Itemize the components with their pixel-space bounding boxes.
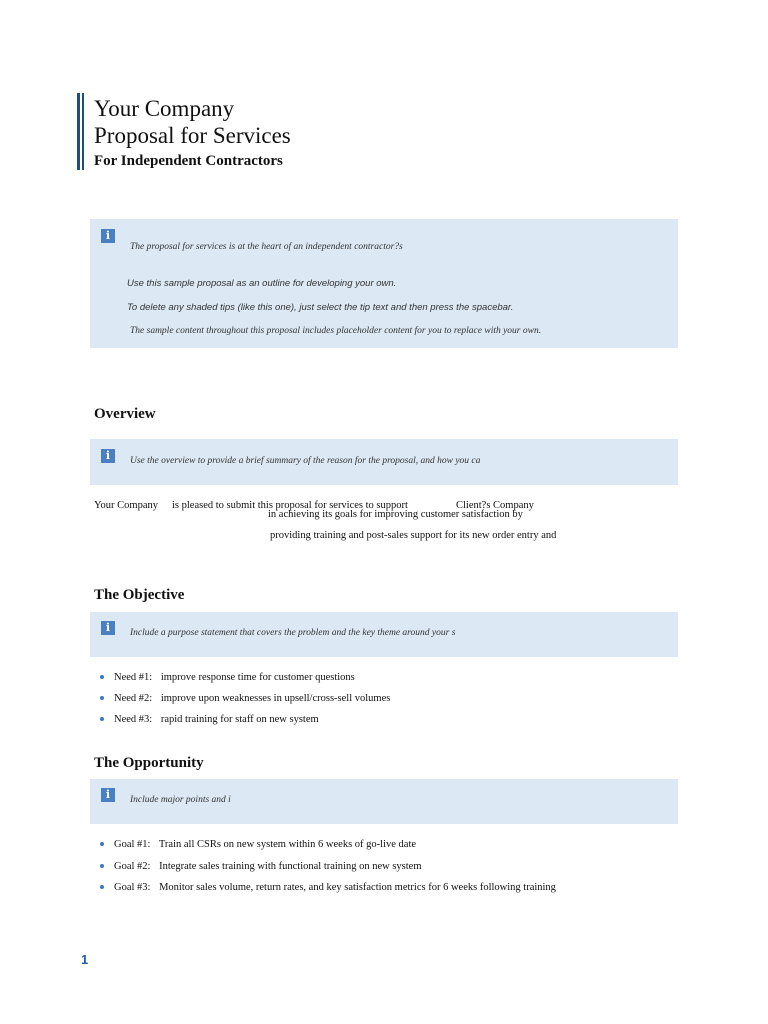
document-subtitle: For Independent Contractors bbox=[94, 153, 283, 169]
list-item: Need #2: improve upon weaknesses in upsell/cross-sell volumes bbox=[100, 693, 390, 704]
info-icon: i bbox=[101, 788, 115, 802]
info-icon: i bbox=[101, 229, 115, 243]
tip-line: The proposal for services is at the heart of an independent contractor?s bbox=[130, 242, 403, 252]
objective-heading: The Objective bbox=[94, 587, 185, 603]
overview-text: is pleased to submit this proposal for services to support bbox=[172, 500, 408, 511]
list-item: Need #1: improve response time for customer questions bbox=[100, 672, 355, 683]
document-title-company: Your Company bbox=[94, 96, 235, 121]
overview-company-field: Your Company bbox=[94, 500, 158, 511]
list-item: Need #3: rapid training for staff on new system bbox=[100, 714, 319, 725]
info-icon: i bbox=[101, 449, 115, 463]
tip-line: Use the overview to provide a brief summary of the reason for the proposal, and how you ca bbox=[130, 456, 481, 466]
overview-text-line2: in achieving its goals for improving customer satisfaction by bbox=[268, 509, 523, 520]
overview-tip-box bbox=[90, 439, 678, 485]
overview-text-line3: providing training and post-sales support for its new order entry and bbox=[270, 530, 557, 541]
overview-heading: Overview bbox=[94, 406, 156, 422]
tip-line: Include a purpose statement that covers the problem and the key theme around your s bbox=[130, 628, 456, 638]
opportunity-tip-box bbox=[90, 779, 678, 824]
tip-line: Include major points and i bbox=[130, 795, 231, 805]
info-icon: i bbox=[101, 621, 115, 635]
opportunity-heading: The Opportunity bbox=[94, 755, 204, 771]
tip-line: The sample content throughout this proposal includes placeholder content for you to replace with your own. bbox=[130, 326, 542, 336]
document-title-proposal: Proposal for Services bbox=[94, 123, 291, 148]
list-item: Goal #2: Integrate sales training with functional training on new system bbox=[100, 861, 422, 872]
intro-tip-box bbox=[90, 219, 678, 348]
list-item: Goal #3: Monitor sales volume, return rates, and key satisfaction metrics for 6 weeks following training bbox=[100, 882, 556, 893]
title-accent-bars bbox=[77, 93, 85, 170]
tip-line: To delete any shaded tips (like this one), just select the tip text and then press the spacebar. bbox=[127, 302, 514, 313]
tip-line: Use this sample proposal as an outline for developing your own. bbox=[127, 278, 397, 289]
page-number: 1 bbox=[81, 952, 89, 967]
overview-client-field: Client?s Company bbox=[456, 500, 534, 511]
objective-tip-box bbox=[90, 612, 678, 657]
list-item: Goal #1: Train all CSRs on new system within 6 weeks of go-live date bbox=[100, 839, 416, 850]
